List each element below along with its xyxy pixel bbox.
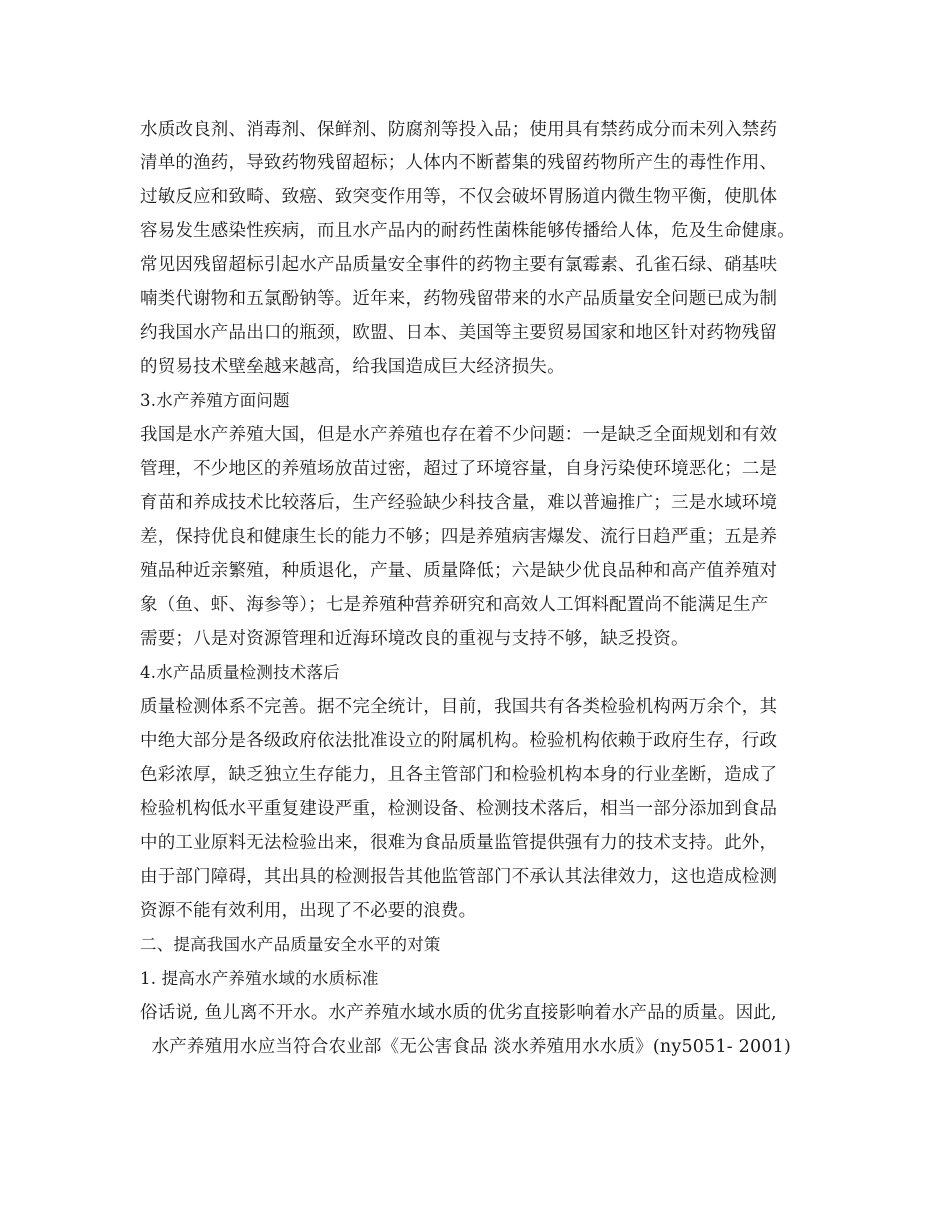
paragraph-line: 常见因残留超标引起水产品质量安全事件的药物主要有氯霉素、孔雀石绿、硝基呋: [140, 255, 778, 275]
paragraph-line: 检验机构低水平重复建设严重，检测设备、检测技术落后，相当一部分添加到食品: [140, 799, 778, 819]
paragraph-line: 色彩浓厚，缺乏独立生存能力，且各主管部门和检验机构本身的行业垄断，造成了: [140, 765, 778, 785]
paragraph-line: 的贸易技术壁垒越来越高，给我国造成巨大经济损失。: [140, 357, 565, 377]
paragraph-line: 质量检测体系不完善。据不完全统计，目前，我国共有各类检验机构两万余个，其: [140, 697, 778, 717]
paragraph-line: 需要；八是对资源管理和近海环境改良的重视与支持不够，缺乏投资。: [140, 629, 689, 649]
paragraph-line: 中绝大部分是各级政府依法批准设立的附属机构。检验机构依赖于政府生存，行政: [140, 731, 778, 751]
paragraph-line: 过敏反应和致畸、致癌、致突变作用等，不仅会破坏胃肠道内微生物平衡，使肌体: [140, 187, 778, 207]
paragraph-line: 差，保持优良和健康生长的能力不够；四是养殖病害爆发、流行日趋严重；五是养: [140, 527, 778, 547]
paragraph-line: 喃类代谢物和五氯酚钠等。近年来，药物残留带来的水产品质量安全问题已成为制: [140, 289, 778, 309]
paragraph-line: 育苗和养成技术比较落后，生产经验缺少科技含量，难以普遍推广；三是水域环境: [140, 493, 778, 513]
paragraph-line: 殖品种近亲繁殖，种质退化，产量、质量降低；六是缺少优良品种和高产值养殖对: [140, 561, 778, 581]
paragraph-line: 中的工业原料无法检验出来，很难为食品质量监管提供强有力的技术支持。此外，: [140, 833, 778, 853]
paragraph-line: 由于部门障碍，其出具的检测报告其他监管部门不承认其法律效力，这也造成检测: [140, 867, 778, 887]
paragraph-line: 水质改良剂、消毒剂、保鲜剂、防腐剂等投入品；使用具有禁药成分而未列入禁药: [140, 120, 778, 140]
section-heading: 4.水产品质量检测技术落后: [140, 663, 340, 682]
section-heading: 3.水产养殖方面问题: [140, 391, 290, 410]
paragraph-line: 俗话说, 鱼儿离不开水。水产养殖水域水质的优劣直接影响着水产品的质量。因此,: [140, 1003, 777, 1023]
paragraph-line: 管理，不少地区的养殖场放苗过密，超过了环境容量，自身污染使环境恶化；二是: [140, 459, 778, 479]
section-heading: 二、提高我国水产品质量安全水平的对策: [140, 935, 441, 954]
paragraph-line: 约我国水产品出口的瓶颈，欧盟、日本、美国等主要贸易国家和地区针对药物残留: [140, 323, 778, 343]
paragraph-line: 我国是水产养殖大国，但是水产养殖也存在着不少问题：一是缺乏全面规划和有效: [140, 425, 778, 445]
paragraph-line: 水产养殖用水应当符合农业部《无公害食品 淡水养殖用水水质》(ny5051- 2001): [140, 1037, 792, 1057]
subsection-heading: 1. 提高水产养殖水域的水质标准: [140, 969, 379, 988]
paragraph-line: 清单的渔药，导致药物残留超标；人体内不断蓄集的残留药物所产生的毒性作用、: [140, 153, 778, 173]
paragraph-line: 容易发生感染性疾病，而且水产品内的耐药性菌株能够传播给人体，危及生命健康。: [140, 221, 795, 241]
paragraph-line: 象（鱼、虾、海参等）；七是养殖种营养研究和高效人工饵料配置尚不能满足生产: [140, 595, 769, 615]
paragraph-line: 资源不能有效利用，出现了不必要的浪费。: [140, 901, 477, 921]
